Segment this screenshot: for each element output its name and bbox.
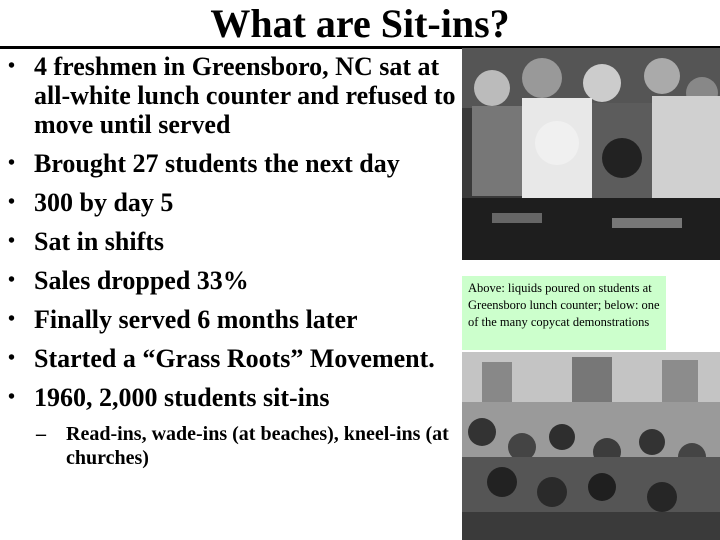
bullet-icon: •: [8, 269, 16, 291]
bullet-icon: •: [8, 230, 16, 252]
bullet-text: Finally served 6 months later: [34, 305, 358, 334]
bullet-icon: •: [8, 152, 16, 174]
lunch-counter-photo-image: [462, 48, 720, 260]
bullet-text: Sat in shifts: [34, 227, 165, 256]
bullet-item: [8, 266, 460, 295]
bullet-text: Brought 27 students the next day: [34, 149, 400, 178]
bullet-icon: •: [8, 386, 16, 408]
bullet-text: Started a “Grass Roots” Movement.: [34, 344, 435, 373]
demonstration-photo-image: [462, 352, 720, 540]
bullet-list: [8, 52, 460, 470]
slide-title: What are Sit-ins?: [210, 1, 510, 46]
bullet-item: [8, 344, 460, 373]
bullet-item: [8, 305, 460, 334]
bullet-item: [8, 188, 460, 217]
bullet-icon: •: [8, 191, 16, 213]
bullet-item: [8, 383, 460, 412]
dash-icon: –: [36, 423, 46, 445]
photo-caption: Above: liquids poured on students at Greensboro lunch counter; below: one of the many copycat demonstrations: [462, 276, 666, 350]
lunch-counter-photo: [462, 48, 720, 260]
demonstration-photo: [462, 352, 720, 540]
bullet-text: 4 freshmen in Greensboro, NC sat at all-white lunch counter and refused to move until served: [34, 52, 456, 139]
bullet-item: [8, 227, 460, 256]
bullet-text: 300 by day 5: [34, 188, 174, 217]
sub-bullet-item: [36, 422, 460, 470]
bullet-text: 1960, 2,000 students sit-ins: [34, 383, 330, 412]
bullet-icon: •: [8, 308, 16, 330]
sub-bullet-text: Read-ins, wade-ins (at beaches), kneel-ins (at churches): [66, 423, 449, 469]
bullet-text: Sales dropped 33%: [34, 266, 249, 295]
bullet-icon: •: [8, 55, 16, 77]
bullet-icon: •: [8, 347, 16, 369]
bullet-item: [8, 149, 460, 178]
bullet-item: [8, 52, 460, 139]
